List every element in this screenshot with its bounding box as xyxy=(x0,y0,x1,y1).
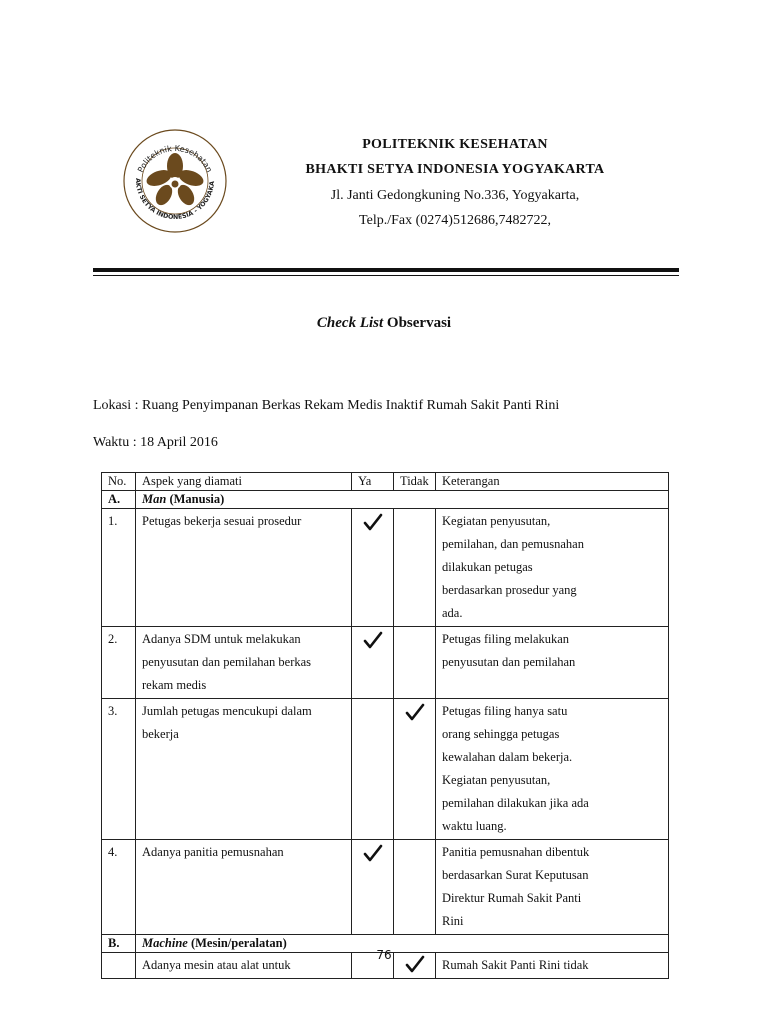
header-ya: Ya xyxy=(352,473,394,491)
row-aspek: Adanya panitia pemusnahan xyxy=(142,845,284,859)
title-rest: Observasi xyxy=(383,315,452,331)
section-a-rest: (Manusia) xyxy=(166,492,225,506)
checkmark-icon xyxy=(362,512,384,532)
table-row xyxy=(102,509,669,627)
section-a-title xyxy=(136,491,669,509)
table-row xyxy=(102,627,669,699)
document-title xyxy=(0,315,768,332)
checkmark-icon xyxy=(362,843,384,863)
orchid-flower-icon xyxy=(144,153,205,208)
row-aspek: Adanya mesin atau alat untuk xyxy=(142,958,291,972)
page-number: 76 xyxy=(376,948,392,962)
section-a-row xyxy=(102,491,669,509)
row-keterangan: Rumah Sakit Panti Rini tidak xyxy=(442,958,589,972)
header-divider-thin xyxy=(93,275,679,276)
section-b-italic: Machine xyxy=(142,936,188,950)
observation-checklist-table xyxy=(101,472,669,979)
section-b-no: B. xyxy=(102,935,136,953)
header-no: No. xyxy=(102,473,136,491)
row-keterangan: Panitia pemusnahan dibentuk berdasarkan Surat Keputusan Direktur Rumah Sakit Panti Rini xyxy=(442,845,590,928)
row-aspek: Adanya SDM untuk melakukan penyusutan dan pemilahan berkas rekam medis xyxy=(142,632,312,692)
checkmark-icon xyxy=(362,630,384,650)
time-line: Waktu : 18 April 2016 xyxy=(93,435,218,450)
institution-address: Jl. Janti Gedongkuning No.336, Yogyakarta, xyxy=(330,188,580,203)
location-line: Lokasi : Ruang Penyimpanan Berkas Rekam Medis Inaktif Rumah Sakit Panti Rini xyxy=(93,398,560,413)
institution-phone: Telp./Fax (0274)512686,7482722, xyxy=(359,213,551,228)
row-keterangan: Petugas filing hanya satu orang sehingga petugas kewalahan dalam bekerja. Kegiatan penyusutan, pemilahan dilakukan jika ada waktu luang. xyxy=(442,704,589,833)
row-no: 2. xyxy=(108,632,118,646)
row-no: 3. xyxy=(108,704,118,718)
header-aspek: Aspek yang diamati xyxy=(136,473,352,491)
institution-name-line1: POLITEKNIK KESEHATAN xyxy=(362,137,548,152)
row-no: 1. xyxy=(108,514,118,528)
row-keterangan: Kegiatan penyusutan, pemilahan, dan pemusnahan dilakukan petugas berdasarkan prosedur yang ada. xyxy=(442,514,584,620)
section-a-italic: Man xyxy=(142,492,167,506)
checkmark-icon xyxy=(404,702,426,722)
logo-top-text: Politeknik Kesehatan xyxy=(136,143,214,174)
section-a-no: A. xyxy=(102,491,136,509)
row-aspek: Jumlah petugas mencukupi dalam bekerja xyxy=(142,704,312,741)
row-no: 4. xyxy=(108,845,118,859)
table-header-row xyxy=(102,473,669,491)
table-row xyxy=(102,840,669,935)
institution-name-line2: BHAKTI SETYA INDONESIA YOGYAKARTA xyxy=(305,162,605,177)
row-aspek: Petugas bekerja sesuai prosedur xyxy=(142,514,302,528)
row-keterangan: Petugas filing melakukan penyusutan dan pemilahan xyxy=(442,632,576,669)
institution-logo xyxy=(122,128,228,234)
table-row xyxy=(102,699,669,840)
header-divider-thick xyxy=(93,268,679,272)
logo-bottom-text: AKTI SETYA INDONESIA - YOGYAKA xyxy=(133,178,217,222)
section-b-rest: (Mesin/peralatan) xyxy=(187,936,287,950)
header-keterangan: Keterangan xyxy=(436,473,669,491)
title-italic: Check List xyxy=(316,315,384,331)
header-tidak: Tidak xyxy=(394,473,436,491)
